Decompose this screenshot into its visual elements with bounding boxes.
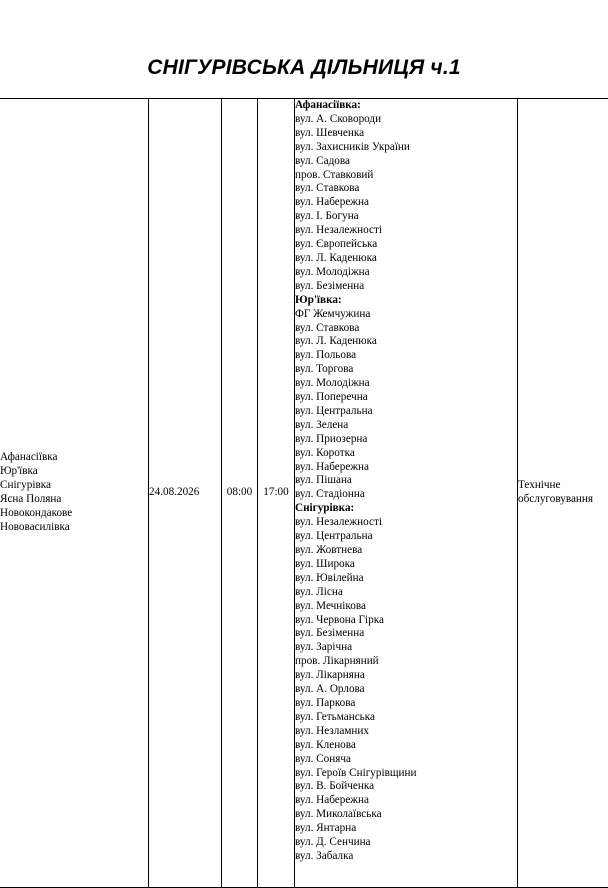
street-item: вул. А. Сковороди — [295, 113, 517, 127]
street-item: вул. Незалежності — [295, 224, 517, 238]
street-group-heading: Афанасіївка: — [295, 99, 517, 113]
settlements-cell — [0, 99, 149, 888]
street-item: вул. Захисників України — [295, 141, 517, 155]
street-item: вул. Набережна — [295, 794, 517, 808]
end-time-cell: 17:00 — [258, 99, 295, 888]
settlement-name: Афанасіївка — [0, 451, 148, 465]
street-item: вул. Шевченка — [295, 127, 517, 141]
street-item: вул. Пішана — [295, 474, 517, 488]
street-item: вул. Молодіжна — [295, 266, 517, 280]
street-item: вул. Лікарняна — [295, 669, 517, 683]
street-item: вул. В. Бойченка — [295, 780, 517, 794]
street-item: вул. Приозерна — [295, 433, 517, 447]
settlement-name: Нововасилівка — [0, 521, 148, 535]
street-item: вул. Широка — [295, 558, 517, 572]
street-item: вул. Центральна — [295, 530, 517, 544]
street-item: вул. Паркова — [295, 697, 517, 711]
street-item: вул. Зарічна — [295, 641, 517, 655]
outage-schedule-table — [0, 98, 608, 888]
table-row — [0, 99, 608, 888]
street-item: вул. Героїв Снігурівщини — [295, 767, 517, 781]
street-item: вул. Набережна — [295, 196, 517, 210]
street-item: вул. Зелена — [295, 419, 517, 433]
street-item: вул. Д. Сенчина — [295, 836, 517, 850]
street-item: вул. Ставкова — [295, 182, 517, 196]
street-item: вул. Європейська — [295, 238, 517, 252]
street-item: вул. Лісна — [295, 586, 517, 600]
street-item: вул. Садова — [295, 155, 517, 169]
street-item: вул. Коротка — [295, 447, 517, 461]
street-group-heading: Снігурівка: — [295, 502, 517, 516]
reason-cell — [518, 99, 608, 888]
street-item: вул. І. Богуна — [295, 210, 517, 224]
reason-line: Технічне — [518, 479, 608, 493]
street-item: вул. Червона Гірка — [295, 614, 517, 628]
street-item: вул. Мечнікова — [295, 600, 517, 614]
reason-line: обслуговування — [518, 493, 608, 507]
street-item: вул. А. Орлова — [295, 683, 517, 697]
street-item: вул. Жовтнева — [295, 544, 517, 558]
street-item: ФГ Жемчужина — [295, 308, 517, 322]
street-item: вул. Стадіонна — [295, 488, 517, 502]
street-item: вул. Поперечна — [295, 391, 517, 405]
street-item: вул. Л. Каденюка — [295, 252, 517, 266]
street-item: пров. Ставковий — [295, 169, 517, 183]
start-time-cell: 08:00 — [222, 99, 258, 888]
street-item: вул. Набережна — [295, 461, 517, 475]
street-item: вул. Безіменна — [295, 280, 517, 294]
street-item: вул. Незалежності — [295, 516, 517, 530]
street-item: вул. Торгова — [295, 363, 517, 377]
settlement-name: Ясна Поляна — [0, 493, 148, 507]
page-title: СНІГУРІВСЬКА ДІЛЬНИЦЯ ч.1 — [0, 56, 608, 80]
street-item: вул. Ставкова — [295, 322, 517, 336]
street-item: вул. Кленова — [295, 739, 517, 753]
street-item: вул. Соняча — [295, 753, 517, 767]
settlement-name: Снігурівка — [0, 479, 148, 493]
street-item: вул. Забалка — [295, 850, 517, 864]
street-item: вул. Польова — [295, 349, 517, 363]
street-item: вул. Ювілейна — [295, 572, 517, 586]
street-item: вул. Л. Каденюка — [295, 335, 517, 349]
street-item: вул. Миколаївська — [295, 808, 517, 822]
street-item: пров. Лікарняний — [295, 655, 517, 669]
street-item: вул. Безіменна — [295, 627, 517, 641]
street-group-heading: Юр'ївка: — [295, 294, 517, 308]
settlement-name: Юр'ївка — [0, 465, 148, 479]
street-item: вул. Янтарна — [295, 822, 517, 836]
date-cell: 24.08.2026 — [149, 99, 222, 888]
street-item: вул. Центральна — [295, 405, 517, 419]
street-item: вул. Незламних — [295, 725, 517, 739]
street-item: вул. Молодіжна — [295, 377, 517, 391]
settlement-name: Новокондакове — [0, 507, 148, 521]
streets-cell — [295, 99, 518, 888]
street-item: вул. Гетьманська — [295, 711, 517, 725]
